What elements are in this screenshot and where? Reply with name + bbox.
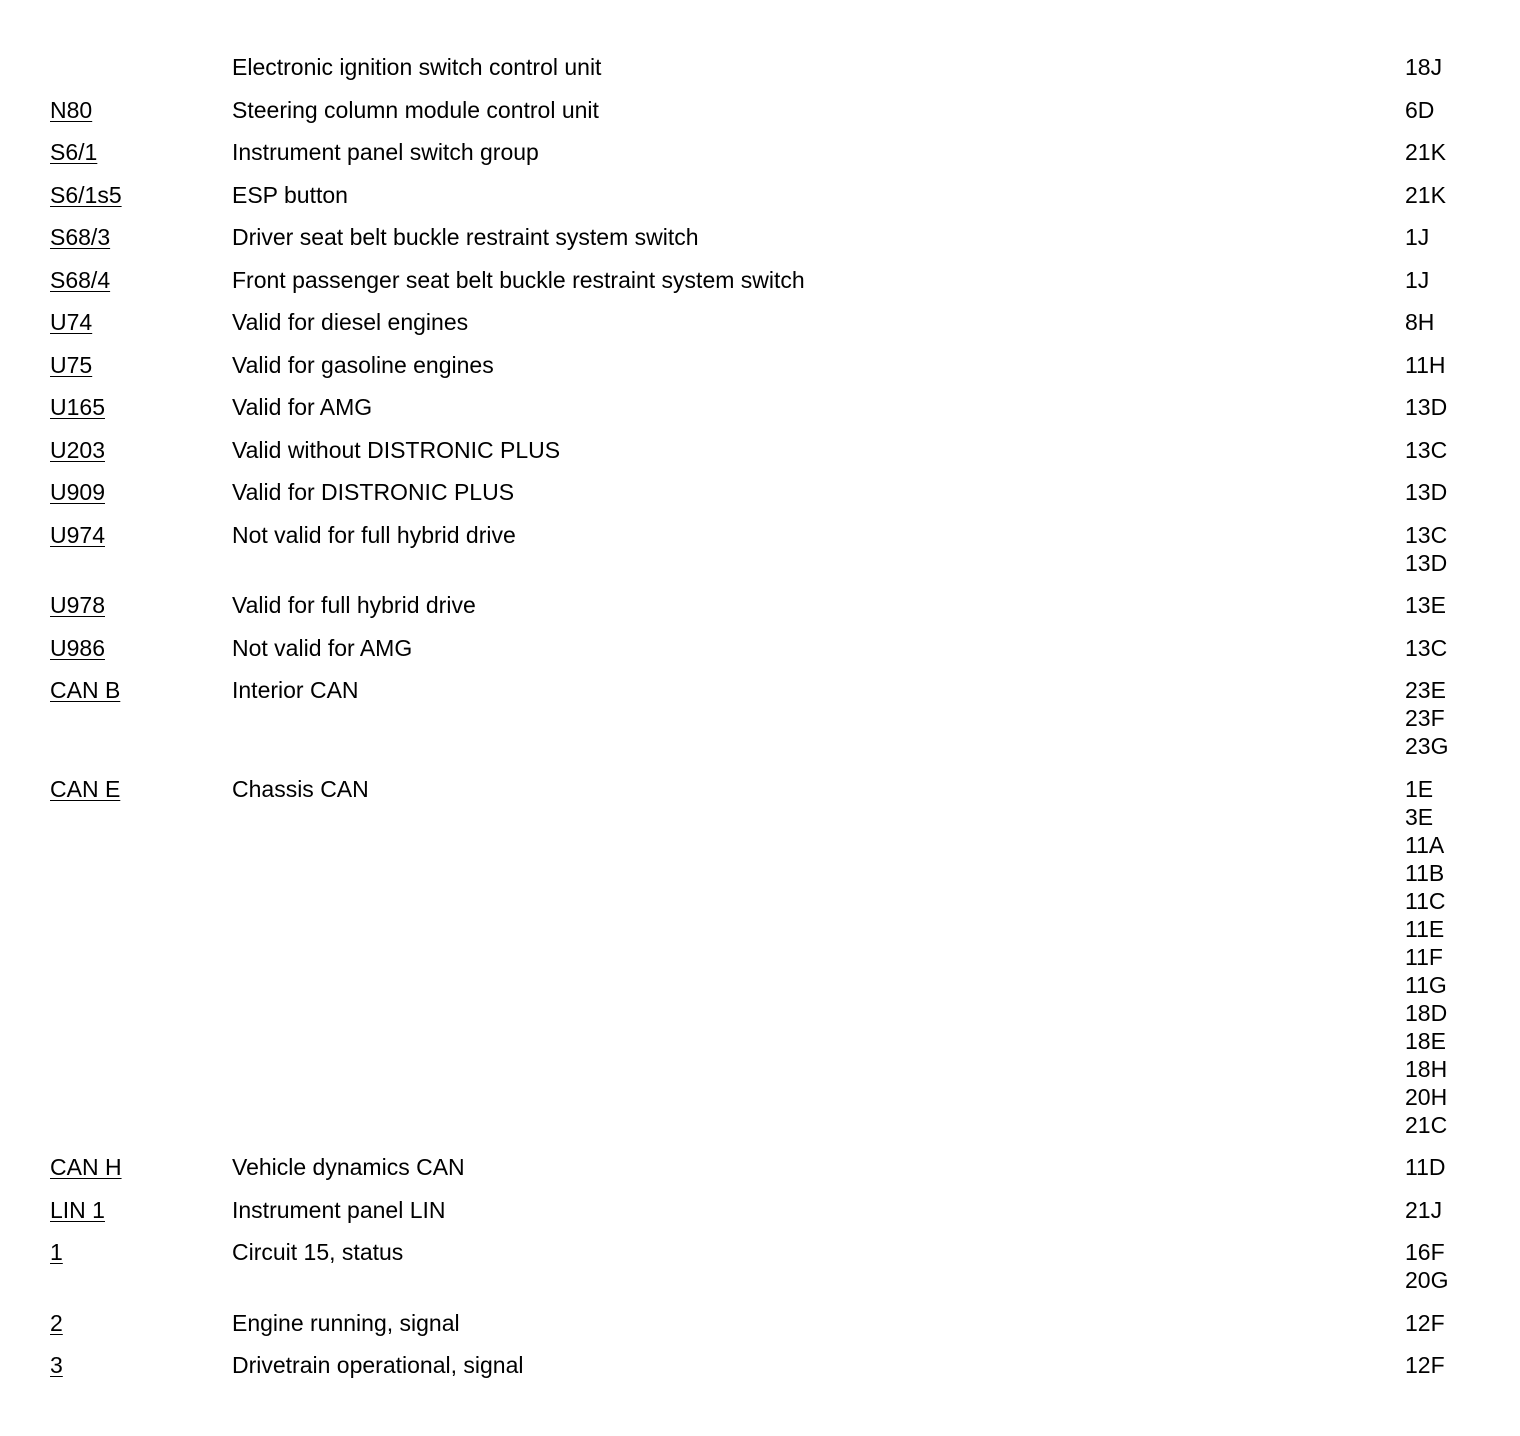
component-description: Vehicle dynamics CAN (232, 1154, 465, 1180)
grid-reference: 16F (1405, 1239, 1445, 1265)
grid-reference: 8H (1405, 309, 1435, 335)
legend-row (0, 676, 1520, 760)
component-description: Chassis CAN (232, 775, 369, 802)
component-code: S6/1 (50, 139, 98, 165)
component-description: ESP button (232, 181, 348, 208)
component-description: Drivetrain operational, signal (232, 1352, 524, 1378)
grid-reference: 11F (1405, 943, 1443, 970)
legend-row (0, 1196, 1520, 1224)
component-code: CAN B (50, 677, 121, 703)
component-code: CAN E (50, 775, 121, 802)
component-description: Interior CAN (232, 677, 359, 703)
grid-reference: 21K (1405, 181, 1446, 208)
grid-reference: 18H (1405, 1055, 1448, 1082)
legend-row (0, 634, 1520, 662)
grid-reference: 1J (1405, 224, 1430, 250)
grid-references (1405, 308, 1520, 336)
grid-reference: 11A (1405, 831, 1445, 858)
grid-references (1405, 436, 1520, 464)
legend-row (0, 96, 1520, 124)
legend-row (0, 478, 1520, 506)
component-description: Instrument panel switch group (232, 139, 539, 165)
grid-reference: 11C (1405, 887, 1446, 914)
component-description: Steering column module control unit (232, 96, 599, 123)
grid-reference: 18E (1405, 1027, 1446, 1054)
component-code: 3 (50, 1352, 63, 1378)
component-description: Not valid for AMG (232, 634, 413, 661)
legend-row (0, 521, 1520, 577)
grid-references (1405, 393, 1520, 421)
grid-references (1405, 478, 1520, 506)
grid-reference: 21C (1405, 1111, 1448, 1138)
grid-reference: 13C (1405, 634, 1448, 661)
legend-row (0, 308, 1520, 336)
legend-row (0, 138, 1520, 166)
grid-reference: 20H (1405, 1083, 1448, 1110)
grid-reference: 11D (1405, 1154, 1446, 1180)
legend-row (0, 1153, 1520, 1181)
grid-references (1405, 775, 1520, 1139)
legend-row (0, 351, 1520, 379)
component-description: Valid for AMG (232, 394, 373, 420)
component-description: Valid for DISTRONIC PLUS (232, 479, 515, 505)
grid-reference: 11E (1405, 915, 1445, 942)
component-description: Driver seat belt buckle restraint system switch (232, 224, 699, 250)
grid-reference: 23G (1405, 733, 1449, 759)
grid-reference: 23E (1405, 677, 1446, 703)
component-code: N80 (50, 96, 93, 123)
grid-references (1405, 351, 1520, 379)
component-description: Valid for diesel engines (232, 309, 469, 335)
grid-references (1405, 1196, 1520, 1224)
legend-row (0, 181, 1520, 209)
legend-row (0, 436, 1520, 464)
component-code: S68/4 (50, 266, 111, 293)
legend-row (0, 591, 1520, 619)
component-code: 2 (50, 1309, 63, 1336)
grid-reference: 18J (1405, 54, 1443, 80)
component-code: U165 (50, 394, 105, 420)
grid-references (1405, 521, 1520, 577)
grid-references (1405, 96, 1520, 124)
grid-reference: 13C (1405, 521, 1448, 548)
grid-reference: 3E (1405, 803, 1434, 830)
component-code: U203 (50, 436, 105, 463)
component-code: U75 (50, 351, 93, 378)
grid-reference: 1J (1405, 266, 1430, 293)
component-description: Electronic ignition switch control unit (232, 54, 602, 80)
grid-reference: 11B (1405, 859, 1445, 886)
legend-row (0, 393, 1520, 421)
component-code: LIN 1 (50, 1196, 105, 1223)
grid-reference: 11H (1405, 351, 1446, 378)
component-description: Valid for gasoline engines (232, 351, 494, 378)
component-code: U986 (50, 634, 105, 661)
grid-reference: 13C (1405, 436, 1448, 463)
component-code: CAN H (50, 1154, 122, 1180)
grid-references (1405, 138, 1520, 166)
grid-reference: 20G (1405, 1267, 1449, 1293)
component-code: 1 (50, 1239, 63, 1265)
grid-reference: 11G (1405, 971, 1447, 998)
legend-row (0, 266, 1520, 294)
component-description: Circuit 15, status (232, 1239, 404, 1265)
grid-reference: 12F (1405, 1309, 1445, 1336)
grid-reference: 13D (1405, 479, 1448, 505)
grid-reference: 13D (1405, 549, 1448, 576)
grid-references (1405, 591, 1520, 619)
component-description: Not valid for full hybrid drive (232, 521, 516, 548)
component-description: Front passenger seat belt buckle restraint system switch (232, 266, 805, 293)
component-code: U74 (50, 309, 93, 335)
legend-row (0, 223, 1520, 251)
legend-row (0, 1238, 1520, 1294)
component-code: U978 (50, 592, 105, 618)
grid-reference: 21J (1405, 1196, 1443, 1223)
grid-references (1405, 181, 1520, 209)
grid-reference: 6D (1405, 96, 1435, 123)
component-description: Engine running, signal (232, 1309, 460, 1336)
grid-reference: 21K (1405, 139, 1446, 165)
grid-reference: 13E (1405, 592, 1446, 618)
component-description: Valid for full hybrid drive (232, 592, 476, 618)
grid-reference: 23F (1405, 705, 1445, 731)
legend-row (0, 1351, 1520, 1379)
component-code: S6/1s5 (50, 181, 122, 208)
component-code: U974 (50, 521, 105, 548)
grid-references (1405, 223, 1520, 251)
legend-row (0, 775, 1520, 1139)
grid-references (1405, 266, 1520, 294)
grid-references (1405, 53, 1520, 81)
grid-references (1405, 1153, 1520, 1181)
grid-reference: 1E (1405, 775, 1434, 802)
legend-row (0, 53, 1520, 81)
component-code: S68/3 (50, 224, 111, 250)
component-description: Instrument panel LIN (232, 1196, 446, 1223)
grid-references (1405, 634, 1520, 662)
grid-reference: 13D (1405, 394, 1448, 420)
component-code: U909 (50, 479, 105, 505)
grid-references (1405, 1238, 1520, 1294)
grid-references (1405, 676, 1520, 760)
component-legend (0, 53, 1520, 1394)
component-description: Valid without DISTRONIC PLUS (232, 436, 561, 463)
legend-row (0, 1309, 1520, 1337)
grid-reference: 18D (1405, 999, 1448, 1026)
grid-reference: 12F (1405, 1352, 1445, 1378)
grid-references (1405, 1351, 1520, 1379)
grid-references (1405, 1309, 1520, 1337)
